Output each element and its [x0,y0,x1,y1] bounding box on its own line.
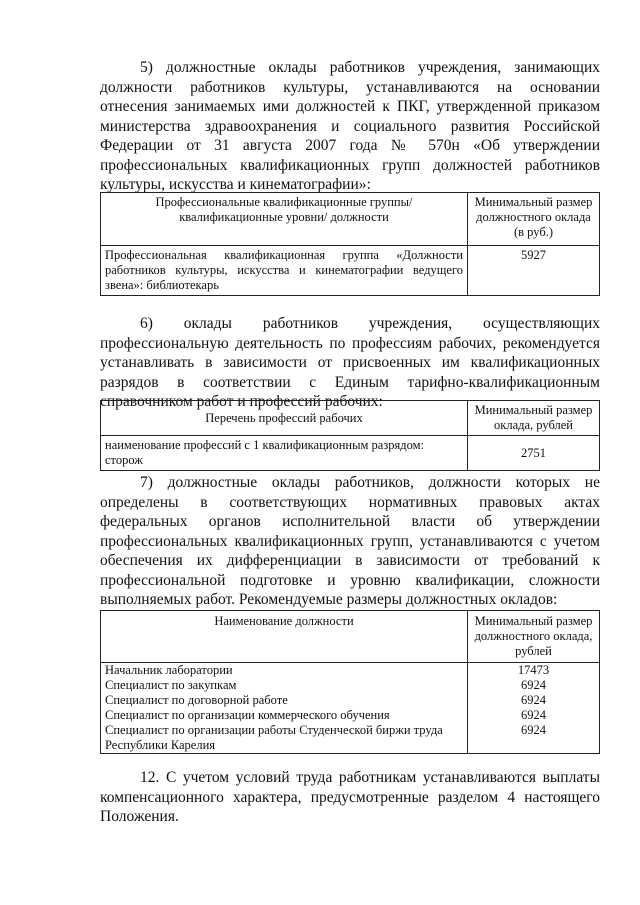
table-row [101,663,600,679]
table-cell-value: 6924 [468,678,600,693]
table-header-cell: Наименование должности [101,611,468,663]
paragraph-12 [100,768,600,827]
table-row [101,678,600,693]
table-row [101,708,600,723]
paragraph-7 [100,473,600,610]
table-cell-value: 6924 [468,693,600,708]
table-header-cell: Минимальный размер должностного оклада (в руб.) [468,193,600,246]
table-cell-value: 17473 [468,663,600,679]
table-header-cell: Профессиональные квалификационные группы/ квалификационные уровни/ должности [101,193,468,246]
table-cell-value: 2751 [468,436,600,471]
table-header-cell: Минимальный размер оклада, рублей [468,401,600,436]
table-row [101,246,600,296]
table-header-row [101,401,600,436]
table-cell-name: Начальник лаборатории [101,663,468,679]
table-header-cell: Перечень профессий рабочих [101,401,468,436]
table-cell-value: 6924 [468,708,600,723]
table-cell-value: 5927 [468,246,600,296]
paragraph-6 [100,314,600,412]
table-cell-name: Специалист по договорной работе [101,693,468,708]
table-cell-name: Специалист по закупкам [101,678,468,693]
paragraph-5-text: 5) должностные оклады работников учреждения, занимающих должности работников культуры, устанавливаются на основании отнесения занимаемых ими должностей к ПКГ, утвержденной приказом министерства здравоохранения и социального развития Российской Федерации от 31 августа 2007 года № 570н «Об утверждении профессиональных квалификационных групп должностей работников культуры, искусства и кинематографии»: [100,59,600,193]
table-cell-name: наименование профессий с 1 квалификационным разрядом: сторож [101,436,468,471]
table-cell-value: 6924 [468,723,600,754]
paragraph-5 [100,58,600,195]
table-header-cell: Минимальный размер должностного оклада, рублей [468,611,600,663]
table-positions-salaries [100,610,600,754]
table-row [101,723,600,754]
table-row [101,436,600,471]
table-workers-salaries [100,400,600,471]
table-cell-name: Специалист по организации работы Студенческой биржи труда Республики Карелия [101,723,468,754]
table-culture-salaries [100,192,600,296]
table-header-row [101,193,600,246]
table-cell-name: Специалист по организации коммерческого обучения [101,708,468,723]
paragraph-12-text: 12. С учетом условий труда работникам устанавливаются выплаты компенсационного характера, предусмотренные разделом 4 настоящего Положения. [100,769,600,825]
table-cell-name: Профессиональная квалификационная группа «Должности работников культуры, искусства и кинематографии ведущего звена»: библиотекарь [101,246,468,296]
paragraph-7-text: 7) должностные оклады работников, должности которых не определены в соответствующих нормативных правовых актах федеральных органов исполнительной власти об утверждении профессиональных квалификационных групп, устанавливаются с учетом обеспечения их дифференциации в зависимости от требований к профессиональной подготовке и уровню квалификации, сложности выполняемых работ. Рекомендуемые размеры должностных окладов: [100,474,600,608]
table-header-row [101,611,600,663]
paragraph-6-text: 6) оклады работников учреждения, осуществляющих профессиональную деятельность по профессиям рабочих, рекомендуется устанавливать в зависимости от присвоенных им квалификационных разрядов в соответствии с Единым тарифно-квалификационным справочником работ и профессий рабочих: [100,315,600,410]
table-row [101,693,600,708]
